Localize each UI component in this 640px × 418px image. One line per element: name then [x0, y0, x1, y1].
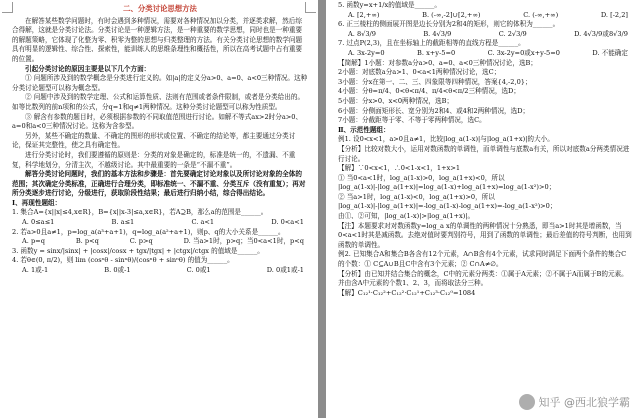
option: D. 0<a<1 — [271, 218, 304, 227]
subheading: 引起分类讨论的原因主要是以下几个方面： — [25, 64, 151, 73]
question: 4. 若θ∈(0, π/2)，则 lim (cosⁿθ - sinⁿθ)/(cosⁿθ + sinⁿθ) 的值为______。 — [12, 256, 234, 265]
answer-line: 4小题：分θ=π/4、0<θ<π/4、π/4<θ<π/2三种情况，选D； — [338, 87, 520, 96]
answer-line: 6小题：分侧面矩形长、宽分别为2和4、或4和2两种情况，选D； — [338, 106, 530, 115]
options-row — [12, 218, 308, 228]
answer-line: 【简解】1小题：对参数a分a>0、a=0、a<0三种情况讨论，选B； — [338, 58, 537, 67]
watermark-text: 知乎 @西北狼学霸 — [538, 396, 630, 409]
option: B. 4√3/9 — [423, 29, 452, 38]
question: 6. 正三棱柱的侧面展开图是边长分别为2和4的矩形，则它的体积为______。 — [338, 20, 560, 29]
option: C. 0或1 — [186, 266, 211, 275]
answer-line: 3小题：分x在第一、二、三、四象限等四种情况，答案{4,-2,0}； — [338, 77, 532, 86]
options-row — [12, 266, 308, 276]
paragraph: ② 问题中涉及到的数学定理、公式和运算性质、法则有范围或者条件限制，或者是分类给出的。如等比数列的前n项和的公式，分q=1和q≠1两种情况。这种分类讨论题型可以称为性质型。 — [12, 93, 305, 111]
option: A. 1或-1 — [22, 266, 49, 275]
crop-mark — [2, 2, 13, 13]
option: B. p<q — [75, 237, 99, 246]
watermark — [519, 394, 631, 410]
option: A. 3x-2y=0 — [348, 48, 385, 57]
paragraph: ③ 解含有参数的题目时，必须根据参数的不同取值范围进行讨论。如解不等式ax>2时分a>0、a=0和a<0三种情况讨论。这称为含参型。 — [12, 112, 303, 131]
paragraph: 在解答某些数学问题时，有时会遇到多种情况，需要对各种情况加以分类，并逐类求解，然后综合得解，这就是分类讨论法。分类讨论是一种逻辑方法，是一种重要的数学思想，同时也是一种重要的解题策略，它体现了化整为零、积零为整的思想与归类整理的方法。有关分类讨论思想的数学问题具有明显的逻辑性、综合性、探索性，能训练人的思维条理性和概括性，所以在高考试题中占有重要的位置。 — [12, 16, 303, 63]
solution-line: ② 当a>1时，log_a(1-x)<0，log_a(1+x)>0，所以 — [338, 192, 495, 201]
crop-mark — [305, 2, 316, 13]
answer-line: 5小题：分x>0、x<0两种情况，选B； — [338, 96, 454, 105]
section-title: 二、分类讨论思想方法 — [123, 4, 197, 13]
solution-line: 由①、②可知，|log_a(1-x)|>|log_a(1+x)|。 — [338, 212, 475, 221]
analysis: 【分析】比较对数大小，运用对数函数的单调性，而单调性与底数a有关，所以对底数a分两类情况进行讨论。 — [338, 144, 630, 163]
option: C. p>q — [129, 237, 153, 246]
example: 例2. 已知集合A和集合B各含有12个元素，A∩B含有4个元素，试求同时满足下面两个条件的集合C的个数：① C⊆A∪B且C中含有3个元素；② C∩A≠∅。 — [338, 250, 627, 269]
option: A. p=q — [22, 237, 45, 246]
option: A. 8√3/9 — [348, 29, 376, 38]
page-left — [0, 0, 318, 418]
note: 【注】本题要求对对数函数y=log_a x的单调性的两种情况十分熟悉，即当a>1时其是增函数，当0<a<1时其是减函数。去绝对值时要判别符号，用到了函数的单调性；最后差值的符号判断，也用到函数的单调性。 — [338, 221, 632, 249]
option: D. 0或1或-1 — [266, 266, 304, 275]
option: D. 不能确定 — [592, 48, 628, 57]
question: 2. 若a>0且a≠1，p=log_a(a³+a+1)，q=log_a(a²+a+1)，则p、q的大小关系是______。 — [12, 227, 285, 236]
paragraph: 另外，某些不确定的数量、不确定的图形的形状或位置、不确定的结论等，都主要通过分类讨论，保证其完整性，使之具有确定性。 — [12, 131, 296, 150]
options-row — [12, 237, 308, 247]
example: 例1. 设0<x<1，a>0且a≠1，比较|log_a(1-x)|与|log_a(1+x)|的大小。 — [338, 135, 554, 144]
question: 7. 过点P(2,3)，且在坐标轴上的截距相等的直线方程是______。 — [338, 39, 525, 48]
answer-line: 2小题：对底数a分a>1、0<a<1两种情况讨论，选C； — [338, 68, 501, 77]
option: B. (-∞,-2]∪[2,+∞) — [422, 10, 481, 19]
solution-line: 【解】C₁₂¹·C₁₂²+C₁₂²·C₁₂¹+C₁₂³·C₁₂⁰=1084 — [338, 288, 476, 297]
option: D. 4√3/9或8√3/9 — [574, 29, 628, 38]
option: B. 0或-1 — [104, 266, 131, 275]
options-row — [338, 11, 632, 21]
options-row — [338, 30, 632, 40]
option: A. [2,+∞) — [348, 10, 380, 19]
solution-line: |log_a(1-x)|-|log_a(1+x)|=-log_a(1-x)-log_a(1+x)=-log_a(1-x²)>0； — [338, 202, 557, 211]
subheading: Ⅱ、示范性题组： — [338, 125, 390, 134]
option: C. (-∞,+∞) — [523, 10, 559, 19]
option: B. a≤1 — [111, 218, 135, 227]
analysis: 【分析】由已知并结合集合的概念，C中的元素分两类：①属于A元素；②不属于A而属于B的元素。并由含A中元素的个数1、2、3，而将取法分三种。 — [338, 269, 628, 288]
question: 3. 函数y = sinx/|sinx| + |cosx|/cosx + tgx/|tgx| + |ctgx|/ctgx 的值域是______。 — [12, 246, 264, 255]
options-row — [338, 49, 632, 59]
option: D. [-2,2] — [600, 10, 628, 19]
paragraph: ① 问题所涉及到的数学概念是分类进行定义的。如|a|的定义分a>0、a=0、a<0三种情况。这种分类讨论题型可以称为概念型。 — [12, 74, 308, 92]
option: C. 3x-2y=0或x+y-5=0 — [487, 48, 560, 57]
paragraph: 解答分类讨论问题时，我们的基本方法和步骤是：首先要确定讨论对象以及所讨论对象的全体的范围；其次确定分类标准，正确进行合理分类，即标准统一、不漏不重、分类互斥（没有重复）；再对所分类逐步进行讨论，分级进行，获取阶段性结果；最后进行归纳小结，综合得出结论。 — [12, 170, 306, 198]
solution-line: |log_a(1-x)|-|log_a(1+x)|=log_a(1-x)+log_a(1+x)=log_a(1-x²)>0； — [338, 183, 556, 192]
option: C. 2√3/9 — [498, 29, 527, 38]
answer-line: 7小题：分截距等于零、不等于零两种情况，选C。 — [338, 116, 486, 125]
option: D. 当a>1时，p>q；当0<a<1时，p<q — [183, 237, 304, 246]
page-right — [326, 0, 640, 418]
paragraph: 进行分类讨论时，我们要遵循的原则是：分类的对象是确定的，标准是统一的，不遗漏、不重复，科学地划分，分清主次，不越级讨论。其中最重要的一条是“不漏不重”。 — [12, 150, 296, 169]
question: 5. 函数y=x+1/x的值域是______。 — [338, 1, 441, 9]
zhihu-logo-icon — [519, 394, 535, 410]
solution-line: ① 当0<a<1时，log_a(1-x)>0，log_a(1+x)<0，所以 — [338, 173, 505, 182]
option: B. x+y-5=0 — [417, 48, 456, 57]
question: 1. 集合A={x||x|≤4,x∈R}，B={x||x-3|≤a,x∈R}，若A⊇B，那么a的范围是______。 — [12, 208, 268, 217]
solution-line: 【解】∵0<x<1，∴0<1-x<1，1+x>1 — [338, 164, 461, 173]
option: A. 0≤a≤1 — [22, 218, 55, 227]
subheading: Ⅰ、再现性题组： — [12, 198, 62, 207]
option: C. a<1 — [191, 218, 215, 227]
